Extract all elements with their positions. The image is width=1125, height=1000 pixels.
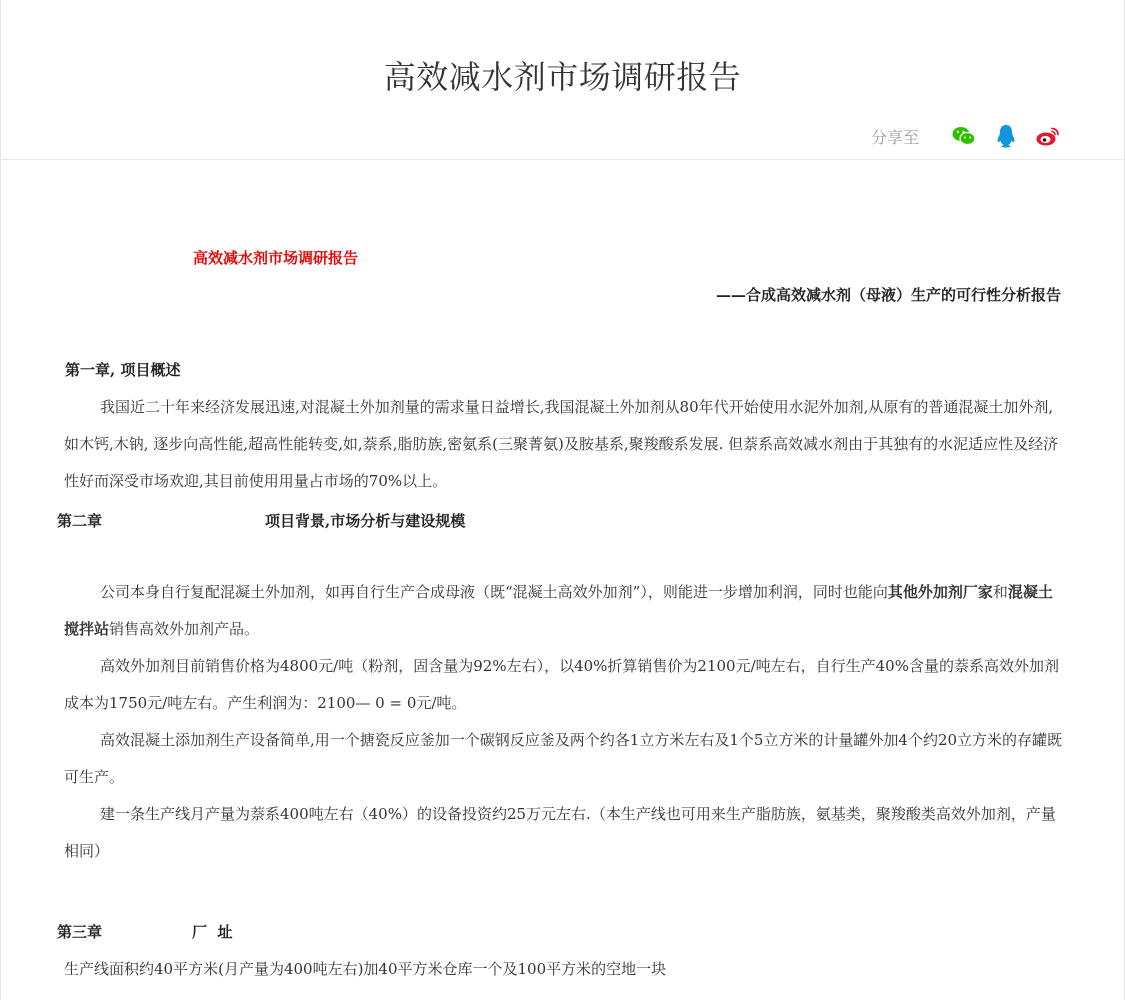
wechat-icon[interactable] bbox=[951, 123, 977, 149]
share-label: 分享至 bbox=[870, 127, 919, 147]
chapter-1-heading: 第一章, 项目概述 bbox=[65, 361, 181, 379]
bold-phrase-manufacturers: 其他外加剂厂家 bbox=[887, 583, 993, 601]
weibo-icon[interactable] bbox=[1035, 123, 1061, 149]
paragraph-text: 销售高效外加剂产品。 bbox=[109, 620, 260, 638]
chapter-3-label: 第三章 bbox=[57, 923, 103, 941]
chapter-2-paragraph-2: 高效外加剂目前销售价格为4800元/吨（粉剂，固含量为92%左右），以40%折算销售价为2100元/吨左右，自行生产40%含量的萘系高效外加剂成本为1750元/吨左右。产生利润为：2100— 0 = 0元/吨。 bbox=[64, 657, 1059, 712]
chapter-2-label: 第二章 bbox=[57, 512, 103, 530]
chapter-3-heading bbox=[57, 921, 233, 942]
paragraph-text: 公司本身自行复配混凝土外加剂，如再自行生产合成母液（既“混凝土高效外加剂”），则能进一步增加利润，同时也能向 bbox=[100, 583, 888, 601]
chapter-2-paragraph-3: 高效混凝土添加剂生产设备简单,用一个搪瓷反应釜加一个碳钢反应釜及两个约各1立方米左右及1个5立方米的计量罐外加4个约20立方米的存罐既可生产。 bbox=[64, 731, 1063, 786]
chapter-2-title: 项目背景,市场分析与建设规模 bbox=[265, 512, 466, 530]
article-header bbox=[0, 0, 1125, 160]
chapter-2-paragraph-4: 建一条生产线月产量为萘系400吨左右（40%）的设备投资约25万元左右.（本生产线也可用来生产脂肪族，氨基类，聚羧酸类高效外加剂，产量相同） bbox=[64, 805, 1056, 860]
chapter-2-paragraph-1 bbox=[64, 574, 1064, 648]
bold-phrase-mixing-stations: 混凝土搅拌站 bbox=[64, 583, 1053, 638]
qq-icon[interactable] bbox=[993, 123, 1019, 149]
chapter-3-paragraph: 生产线面积约40平方米(月产量为400吨左右)加40平方米仓库一个及100平方米的空地一块 bbox=[64, 960, 667, 978]
page-title: 高效减水剂市场调研报告 bbox=[383, 58, 742, 96]
chapter-3-title: 厂 址 bbox=[192, 923, 233, 941]
document-subtitle: 高效减水剂市场调研报告 bbox=[193, 249, 359, 267]
chapter-1-paragraph: 我国近二十年来经济发展迅速,对混凝土外加剂量的需求量日益增长,我国混凝土外加剂从80年代开始使用水泥外加剂,从原有的普通混凝土加外剂,如木钙,木钠, 逐步向高性能,超高性能转变,如,萘系,脂肪族,密氨系(三聚菁氨)及胺基系,聚羧酸系发展. 但萘系高效减水剂由于其独有的水泥适应性及经济性好而深受市场欢迎,其目前使用用量占市场的70%以上。 bbox=[64, 398, 1059, 490]
share-bar bbox=[871, 121, 1061, 151]
chapter-2-heading bbox=[57, 510, 466, 531]
document-subheading: ——合成高效减水剂（母液）生产的可行性分析报告 bbox=[715, 286, 1061, 304]
paragraph-text: 和 bbox=[992, 583, 1008, 601]
